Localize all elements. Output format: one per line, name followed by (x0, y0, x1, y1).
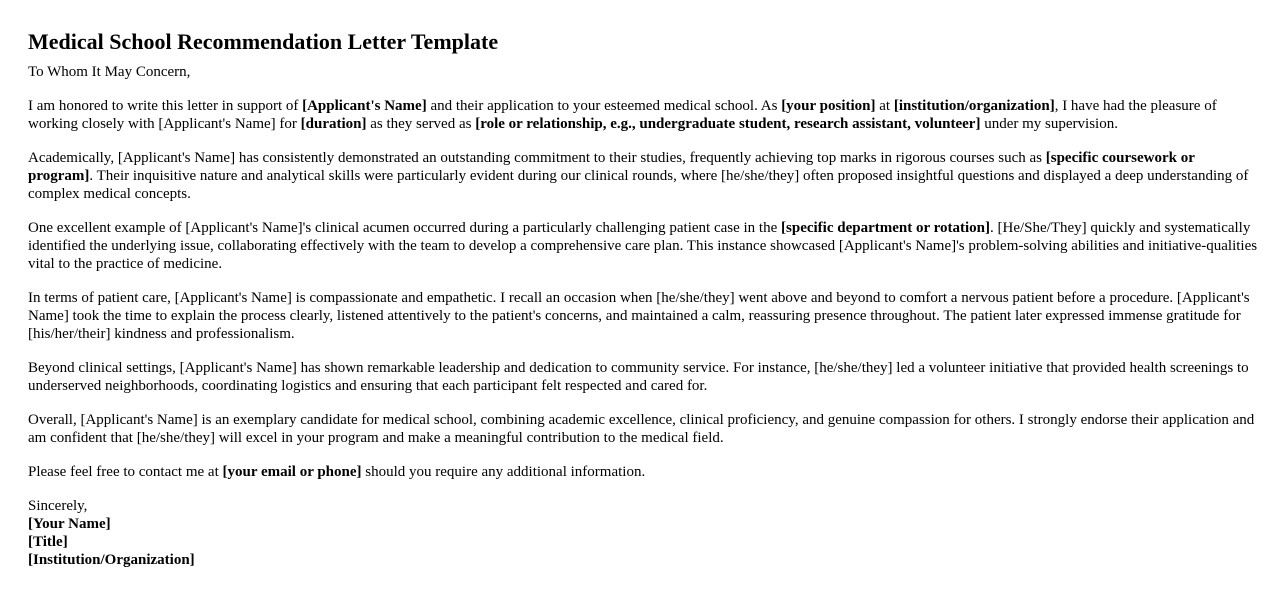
text-segment: should you require any additional information. (361, 464, 646, 480)
signer-name: [Your Name] (28, 516, 111, 532)
text-segment: Academically, [Applicant's Name] has consistently demonstrated an outstanding commitment to their studies, frequently achieving top marks in rigorous courses such as (28, 150, 1046, 166)
placeholder-institution: [institution/organization] (893, 98, 1055, 114)
text-segment: as they served as (366, 116, 476, 132)
placeholder-coursework: [specific coursework or program] (28, 150, 1195, 184)
text-segment: One excellent example of [Applicant's Name]'s clinical acumen occurred during a particularly challenging patient case in the (28, 220, 782, 236)
page-title: Medical School Recommendation Letter Template (28, 29, 499, 54)
placeholder-your-position: [your position] (781, 98, 876, 114)
placeholder-contact-info: [your email or phone] (222, 464, 362, 480)
text-segment: . [He/She/They] quickly and systematically identified the underlying issue, collaborating effectively with the team to develop a comprehensive care plan. This instance showcased [Applicant's Name]'s problem-solving abilities and initiative-qualities vital to the practice of medicine. (28, 220, 1258, 272)
signer-organization: [Institution/Organization] (28, 552, 195, 568)
paragraph-endorsement: Overall, [Applicant's Name] is an exemplary candidate for medical school, combining academic excellence, clinical proficiency, and genuine compassion for others. I strongly endorse their application and am confident that [he/she/they] will excel in your program and make a meaningful contribution to the medical field. (28, 412, 1255, 446)
closing-block (28, 497, 1258, 569)
text-segment: Please feel free to contact me at (28, 464, 223, 480)
text-segment: , I have had the pleasure of working closely with [Applicant's Name] for (28, 98, 1217, 132)
signoff: Sincerely, (28, 498, 88, 514)
salutation: To Whom It May Concern, (28, 64, 191, 80)
paragraph-community-service: Beyond clinical settings, [Applicant's Name] has shown remarkable leadership and dedication to community service. For instance, [he/she/they] led a volunteer initiative that provided health screenings to underserved neighborhoods, coordinating logistics and ensuring that each participant felt respected and cared for. (28, 360, 1249, 394)
paragraph-clinical-acumen (28, 219, 1258, 273)
text-segment: and their application to your esteemed medical school. As (426, 98, 782, 114)
text-segment: under my supervision. (980, 116, 1118, 132)
paragraph-contact (28, 463, 1258, 481)
signer-title: [Title] (28, 534, 68, 550)
text-segment: I am honored to write this letter in support of (28, 98, 303, 114)
placeholder-department: [specific department or rotation] (781, 220, 990, 236)
paragraph-academics (28, 149, 1258, 203)
text-segment: . Their inquisitive nature and analytical skills were particularly evident during our clinical rounds, where [he/she/they] often proposed insightful questions and displayed a deep understanding of complex medical concepts. (28, 168, 1249, 202)
text-segment: at (875, 98, 894, 114)
paragraph-introduction (28, 97, 1258, 133)
placeholder-applicant-name: [Applicant's Name] (302, 98, 427, 114)
placeholder-duration: [duration] (300, 116, 367, 132)
paragraph-patient-care: In terms of patient care, [Applicant's Name] is compassionate and empathetic. I recall an occasion when [he/she/they] went above and beyond to comfort a nervous patient before a procedure. [Applicant's Name] took the time to explain the process clearly, listened attentively to the patient's concerns, and maintained a calm, reassuring presence throughout. The patient later expressed immense gratitude for [his/her/their] kindness and professionalism. (28, 290, 1250, 342)
placeholder-role: [role or relationship, e.g., undergraduate student, research assistant, volunteer] (475, 116, 981, 132)
